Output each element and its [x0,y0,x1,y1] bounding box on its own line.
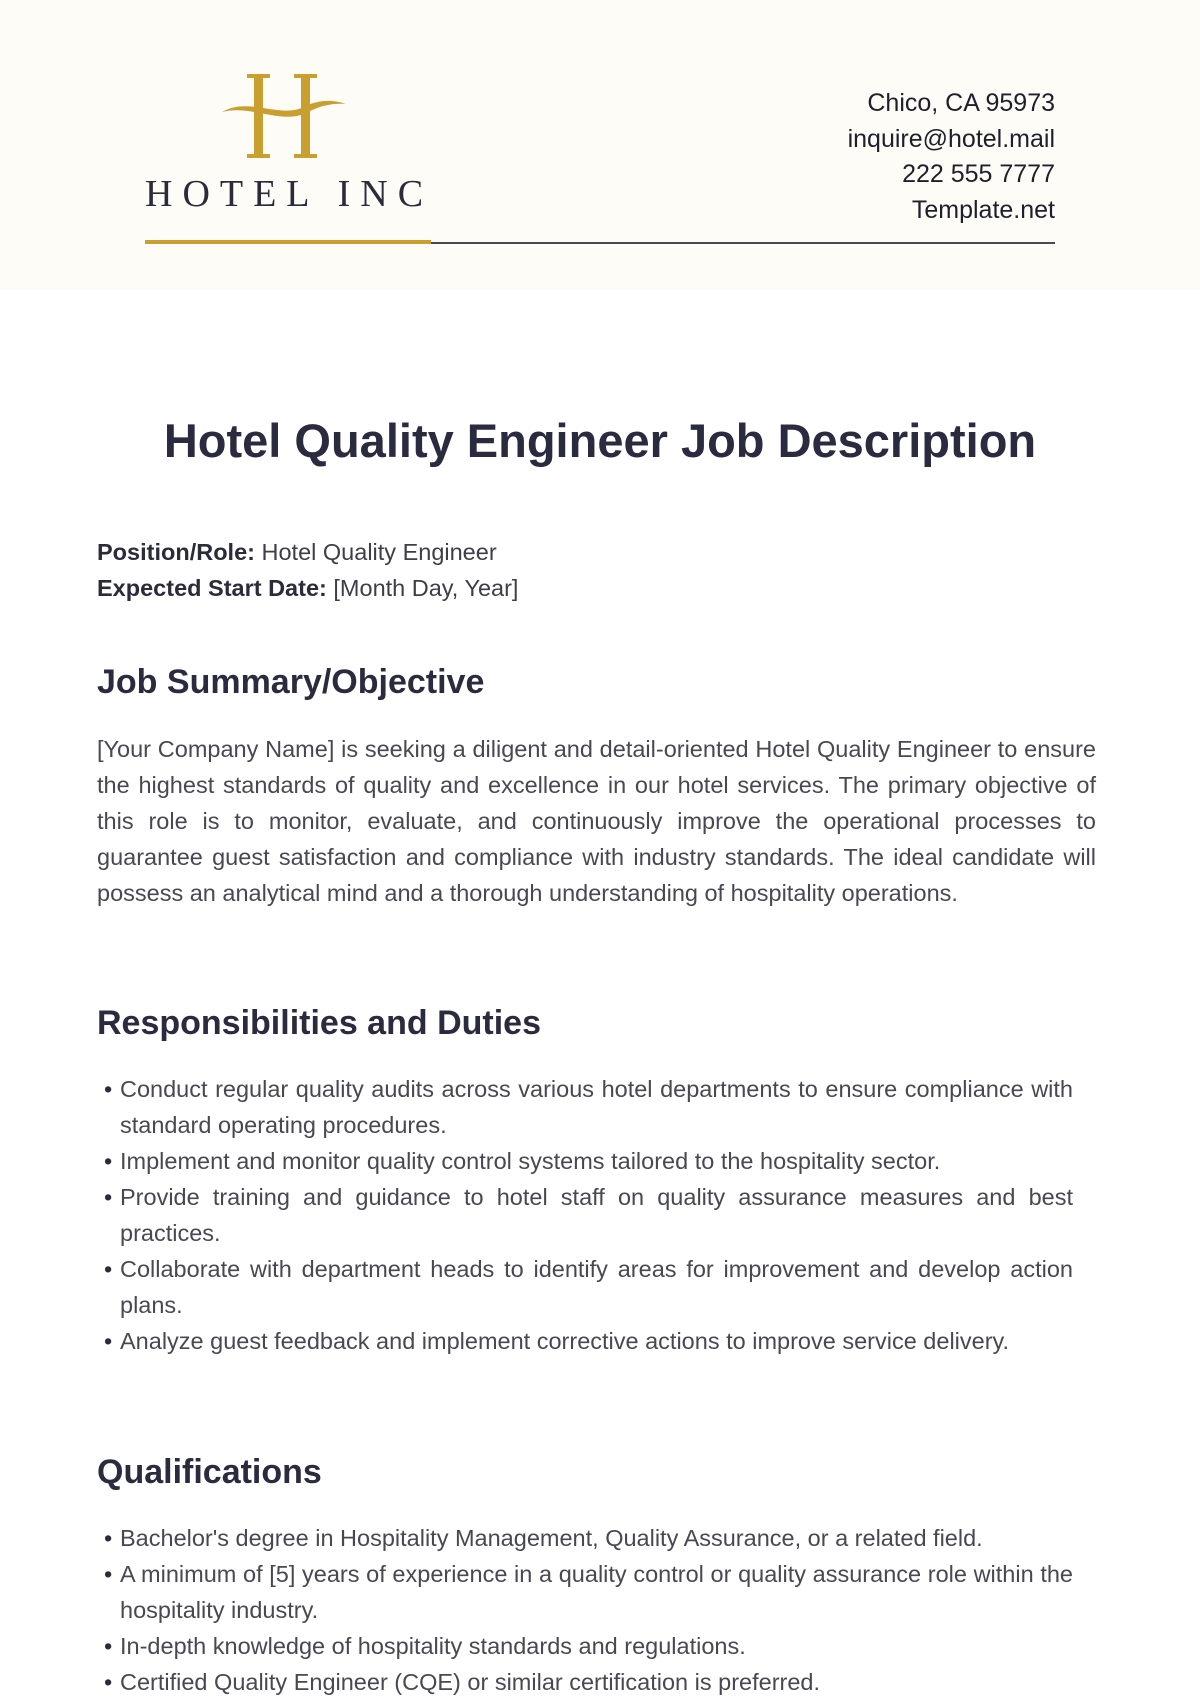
list-item: • A minimum of [5] years of experience in a quality control or quality assurance role within the hospitality industry. [97,1556,1073,1628]
qualifications-heading: Qualifications [97,1453,322,1491]
position-value: Hotel Quality Engineer [261,539,497,565]
start-date-row [97,570,1097,606]
page-title: Hotel Quality Engineer Job Description [163,414,1037,467]
contact-block [848,86,1055,228]
company-logo [145,70,434,220]
position-label: Position/Role: [97,539,255,565]
summary-text: [Your Company Name] is seeking a diligent and detail-oriented Hotel Quality Engineer to ensure the highest standards of quality and excellence in our hotel services. The primary objective of this role is to monitor, evaluate, and continuously improve the operational processes to guarantee guest satisfaction and compliance with industry standards. The ideal candidate will possess an analytical mind and a thorough understanding of hospitality operations. [97,736,1096,906]
list-item: • In-depth knowledge of hospitality standards and regulations. [97,1628,1073,1664]
start-date-label: Expected Start Date: [97,575,327,601]
contact-address: Chico, CA 95973 [867,89,1055,117]
list-item: • Collaborate with department heads to identify areas for improvement and develop action plans. [97,1251,1073,1323]
list-item: • Implement and monitor quality control systems tailored to the hospitality sector. [97,1143,1073,1179]
summary-heading: Job Summary/Objective [97,663,485,701]
letterhead [0,0,1200,290]
contact-phone: 222 555 7777 [902,160,1055,188]
header-divider-accent [145,240,431,244]
list-item: • Analyze guest feedback and implement corrective actions to improve service delivery. [97,1323,1073,1359]
contact-email[interactable]: inquire@hotel.mail [847,124,1055,153]
list-item: • Bachelor's degree in Hospitality Management, Quality Assurance, or a related field. [97,1520,1073,1556]
header-divider [431,242,1055,244]
start-date-value: [Month Day, Year] [333,575,519,601]
qualifications-list [97,1520,1073,1700]
list-item: • Certified Quality Engineer (CQE) or similar certification is preferred. [97,1664,1073,1700]
job-meta [97,534,1097,606]
responsibilities-heading: Responsibilities and Duties [97,1004,541,1042]
company-name: HOTEL INC [145,173,434,215]
responsibilities-list [97,1071,1073,1359]
position-row [97,534,1097,570]
contact-website[interactable]: Template.net [911,195,1055,224]
h-monogram-icon [220,70,350,160]
list-item: • Conduct regular quality audits across various hotel departments to ensure compliance with standard operating procedures. [97,1071,1073,1143]
list-item: • Provide training and guidance to hotel staff on quality assurance measures and best practices. [97,1179,1073,1251]
